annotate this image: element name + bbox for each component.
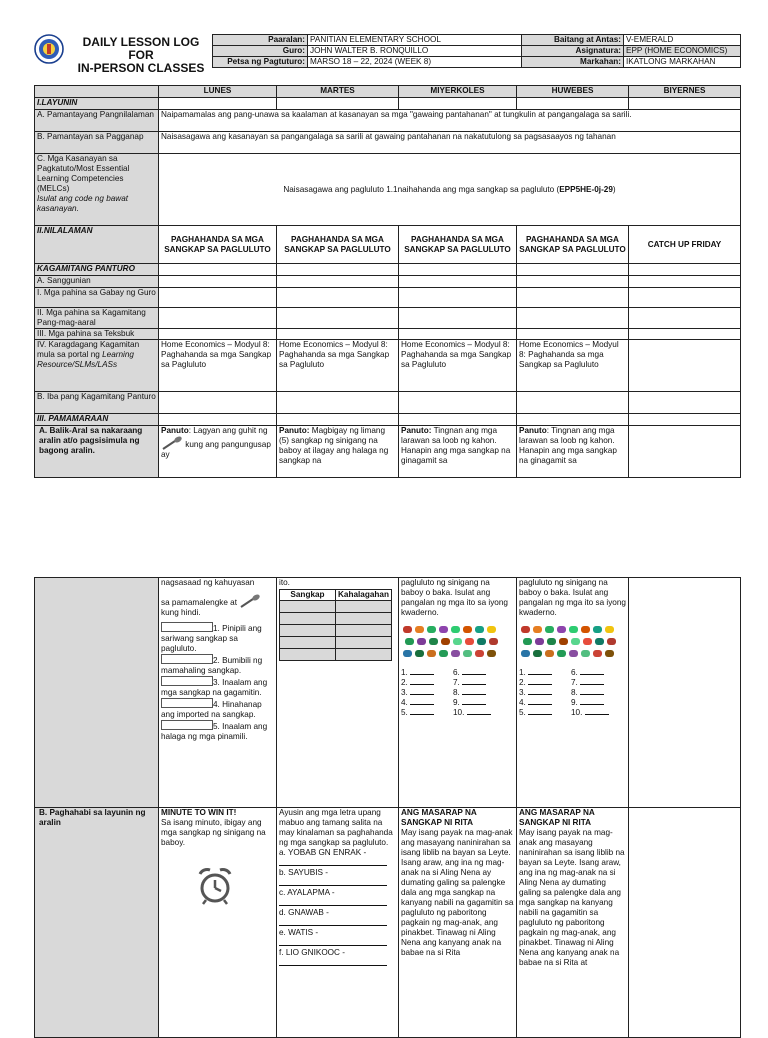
story-title-thu: ANG MASARAP NA SANGKAP NI RITA: [519, 808, 595, 827]
balik-aral-miyerkoles: Panuto: Tingnan ang mga larawan sa loob ng kahon. Hanapin ang mga sangkap na ginagamit sa: [399, 426, 517, 478]
answer-box: [161, 676, 213, 686]
melc-note: Isulat ang code ng bawat kasanayan.: [37, 194, 129, 213]
paghahabi-label: B. Paghahabi sa layunin ng aralin: [35, 808, 159, 1038]
lesson-log-table: [34, 85, 741, 478]
karagdagang-label-a: IV. Karagdagang Kagamitan mula sa portal ng: [37, 340, 140, 359]
balik-lunes-text: : Lagyan ang guhit ng: [188, 426, 268, 435]
day-header-miyerkoles: MIYERKOLES: [399, 86, 517, 98]
module-huwebes: Home Economics – Modyul 8: Paghahanda sa mga Sangkap sa Pagluluto: [517, 340, 629, 392]
gabay-guro-label: I. Mga pahina sa Gabay ng Guro: [35, 288, 159, 308]
day-header-huwebes: HUWEBES: [517, 86, 629, 98]
kagamitang-mag-aaral-label: II. Mga pahina sa Kagamitang Pang-mag-aaral: [35, 308, 159, 329]
module-miyerkoles: Home Economics – Modyul 8: Paghahanda sa mga Sangkap sa Pagluluto: [399, 340, 517, 392]
thu-cont: pagluluto ng sinigang na baboy o baka. Isulat ang pangalan ng mga ito sa iyong kwaderno.: [519, 578, 626, 617]
minute-to-win-it-text: Sa isang minuto, ibigay ang mga sangkap ng sinigang na baboy.: [161, 818, 266, 847]
melc-text-main: Naisasagawa ang pagluluto 1.1naihahanda ang mga sangkap sa pagluluto (: [283, 184, 560, 194]
list-item: 2. Bumibili ng mamahaling sangkap.: [161, 656, 263, 675]
pamamaraan-label: III. PAMAMARAAN: [35, 414, 159, 426]
title-line-2: IN-PERSON CLASSES: [77, 61, 205, 75]
balik-martes-text: Magbigay ng limang (5) sangkap ng sinigang na baboy at ilagay ang halaga ng sangkap na: [279, 426, 389, 465]
list-item: 4. Hinahanap ang imported na sangkap.: [161, 700, 262, 719]
nilalaman-label: II.NILALAMAN: [35, 226, 159, 264]
scramble-item: f. LIO GNIKOOC -: [279, 948, 396, 966]
balik-aral-martes-cont: [277, 578, 399, 808]
lesson-log-table-continued: [34, 577, 741, 1038]
iba-kagamitan-label: B. Iba pang Kagamitang Panturo: [35, 392, 159, 414]
balik-huwebes-text: : Tingnan ang mga larawan sa loob ng kahon. Hanapin ang mga sangkap na ginagamit sa: [519, 426, 617, 465]
paghahabi-miyerkoles: [399, 808, 517, 1038]
content-miyerkoles: PAGHAHANDA SA MGA SANGKAP SA PAGLULUTO: [399, 226, 517, 264]
content-martes: PAGHAHANDA SA MGA SANGKAP SA PAGLULUTO: [277, 226, 399, 264]
mon-item-list: [161, 622, 274, 742]
wed-cont: pagluluto ng sinigang na baboy o baka. Isulat ang pangalan ng mga ito sa iyong kwaderno.: [401, 578, 508, 617]
paaralan-value: PANITIAN ELEMENTARY SCHOOL: [308, 35, 522, 46]
scramble-item: b. SAYUBIS -: [279, 868, 396, 886]
scramble-instructions: Ayusin ang mga letra upang mabuo ang tamang salita na may kinalaman sa paghahanda ng mga sangkap sa pagluluto.: [279, 808, 393, 847]
karagdagang-label-b: Learning Resource/SLMs/LASs: [37, 350, 134, 369]
balik-aral-label: A. Balik-Aral sa nakaraang aralin at/o pagsisimula ng bagong aralin.: [35, 426, 159, 478]
balik-aral-lunes-cont: [159, 578, 277, 808]
petsa-value: MARSO 18 – 22, 2024 (WEEK 8): [308, 57, 522, 68]
asignatura-label: Asignatura:: [522, 46, 624, 57]
guro-label: Guro:: [213, 46, 308, 57]
answer-box: [161, 698, 213, 708]
teksbuk-label: III. Mga pahina sa Teksbuk: [35, 329, 159, 340]
module-martes: Home Economics – Modyul 8: Paghahanda sa mga Sangkap sa Pagluluto: [277, 340, 399, 392]
asignatura-value: EPP (HOME ECONOMICS): [624, 46, 741, 57]
answer-lines: 1. 6. 2. 7. 3. 8. 4. 9. 5. 10.: [519, 668, 619, 718]
paghahabi-martes: [277, 808, 399, 1038]
guro-value: JOHN WALTER B. RONQUILLO: [308, 46, 522, 57]
pamantayang-pangnilalaman-label: A. Pamantayang Pangnilalaman: [35, 110, 159, 132]
pamantayang-pangnilalaman-text: Naipamamalas ang pang-unawa sa kaalaman at kasanayan sa mga "gawaing pantahanan" at tungkulin at pangangalaga sa sarili.: [159, 110, 741, 132]
scramble-item: e. WATIS -: [279, 928, 396, 946]
day-header-lunes: LUNES: [159, 86, 277, 98]
mon-intro: nagsasaad ng kahuyasan: [161, 578, 255, 587]
content-huwebes: PAGHAHANDA SA MGA SANGKAP SA PAGLULUTO: [517, 226, 629, 264]
day-header-martes: MARTES: [277, 86, 399, 98]
baitang-value: V-EMERALD: [624, 35, 741, 46]
petsa-label: Petsa ng Pagtuturo:: [213, 57, 308, 68]
vegetables-image: [401, 624, 509, 664]
kahalagahan-header: Kahalagahan: [336, 590, 392, 601]
markahan-value: IKATLONG MARKAHAN: [624, 57, 741, 68]
panuto-huwebes: Panuto: [519, 426, 547, 435]
balik-aral-miyerkoles-cont: [399, 578, 517, 808]
layunin-label: I.LAYUNIN: [35, 98, 159, 110]
story-title-wed: ANG MASARAP NA SANGKAP NI RITA: [401, 808, 477, 827]
tue-cont: ito.: [279, 578, 290, 587]
melc-label-text: C. Mga Kasanayan sa Pagkatuto/Most Essential Learning Competencies (MELCs): [37, 154, 130, 193]
balik-aral-martes: Panuto: Magbigay ng limang (5) sangkap ng sinigang na baboy at ilagay ang halaga ng sangkap na: [277, 426, 399, 478]
list-item: 3. Inaalam ang mga sangkap na gagamitin.: [161, 678, 268, 697]
list-item: 1. Pinipili ang sariwang sangkap sa pagluluto.: [161, 624, 262, 653]
sangkap-table: [279, 589, 392, 661]
sanggunian-label: A. Sanggunian: [35, 276, 159, 288]
sangkap-header: Sangkap: [280, 590, 336, 601]
paaralan-label: Paaralan:: [213, 35, 308, 46]
scramble-item: a. YOBAB GN ENRAK -: [279, 848, 396, 866]
paghahabi-huwebes: [517, 808, 629, 1038]
document-title: [70, 36, 212, 75]
balik-lunes-text-2: kung ang pangungusap ay: [161, 440, 271, 459]
balik-aral-huwebes: [517, 426, 629, 478]
module-lunes: Home Economics – Modyul 8: Paghahanda sa mga Sangkap sa Pagluluto: [159, 340, 277, 392]
minute-to-win-it-title: MINUTE TO WIN IT!: [161, 808, 237, 817]
balik-miyerkoles-text: Tingnan ang mga larawan sa loob ng kahon. Hanapin ang mga sangkap na ginagamit sa: [401, 426, 511, 465]
kagamitan-label: KAGAMITANG PANTURO: [35, 264, 159, 276]
mon-intro-2: sa pamamalengke at: [161, 598, 238, 607]
karagdagang-kagamitan-label: [35, 340, 159, 392]
scramble-item: c. AYALAPMA -: [279, 888, 396, 906]
melc-close: ): [612, 184, 616, 194]
balik-aral-lunes: [159, 426, 277, 478]
baitang-label: Baitang at Antas:: [522, 35, 624, 46]
balik-aral-huwebes-cont: [517, 578, 629, 808]
story-text-thu: May isang payak na mag-anak ang masayang naninirahan sa isang liblib na bayan sa Leyte. Isang araw, ang ina ng mag-anak na si Aling Nena ay dumating galing sa palengke dala ang mga sangkap na kanyang nabili na gagamitin sa pagluluto ng paboritong pagkain ng mag-anak, ang pinakbet. Tinawag ni Aling Nena ang kanyang anak na babae na si Rita at: [519, 828, 625, 967]
list-item: 5. Inaalam ang halaga ng mga pinamili.: [161, 722, 268, 741]
alarm-clock-icon: [197, 866, 233, 906]
corner-cell: [35, 86, 159, 98]
content-lunes: PAGHAHANDA SA MGA SANGKAP SA PAGLULUTO: [159, 226, 277, 264]
markahan-label: Markahan:: [522, 57, 624, 68]
pamantayan-pagganap-text: Naisasagawa ang kasanayan sa pangangalaga sa sarili at gawaing pantahanan na nakatutulong sa pagsasaayos ng tahanan: [159, 132, 741, 154]
mon-intro-3: kung hindi.: [161, 608, 201, 617]
panuto-miyerkoles: Panuto: [401, 426, 429, 435]
panuto-martes: Panuto: [279, 426, 307, 435]
answer-box: [161, 622, 213, 632]
melc-text: [159, 154, 741, 226]
story-text-wed: May isang payak na mag-anak ang masayang naninirahan sa isang liblib na bayan sa Leyte. Isang araw, ang ina ng mag-anak na si Aling Nena ay dumating galing sa palengke dala ang mga sangkap na kanyang nabili na gagamitin sa pagluluto ng paboritong pagkain ng mag-anak, ang pinakbet. Tinawag ni Aling Nena ang kanyang anak na babae na si Rita: [401, 828, 514, 957]
spoon-icon: [239, 594, 261, 608]
answer-box: [161, 720, 213, 730]
vegetables-image: [519, 624, 627, 664]
answer-box: [161, 654, 213, 664]
header-info-table: [212, 34, 741, 68]
pamantayan-pagganap-label: B. Pamantayan sa Pagganap: [35, 132, 159, 154]
day-header-biyernes: BIYERNES: [629, 86, 741, 98]
spoon-icon: [161, 436, 183, 450]
melc-code: EPP5HE-0j-29: [559, 184, 613, 194]
paghahabi-lunes: [159, 808, 277, 1038]
content-biyernes: CATCH UP FRIDAY: [629, 226, 741, 264]
answer-lines: 1. 6. 2. 7. 3. 8. 4. 9. 5. 10.: [401, 668, 501, 718]
deped-seal-icon: [34, 34, 64, 64]
melc-label: [35, 154, 159, 226]
title-line-1: DAILY LESSON LOG FOR: [82, 35, 200, 62]
panuto-lunes: Panuto: [161, 426, 189, 435]
scramble-item: d. GNAWAB -: [279, 908, 396, 926]
